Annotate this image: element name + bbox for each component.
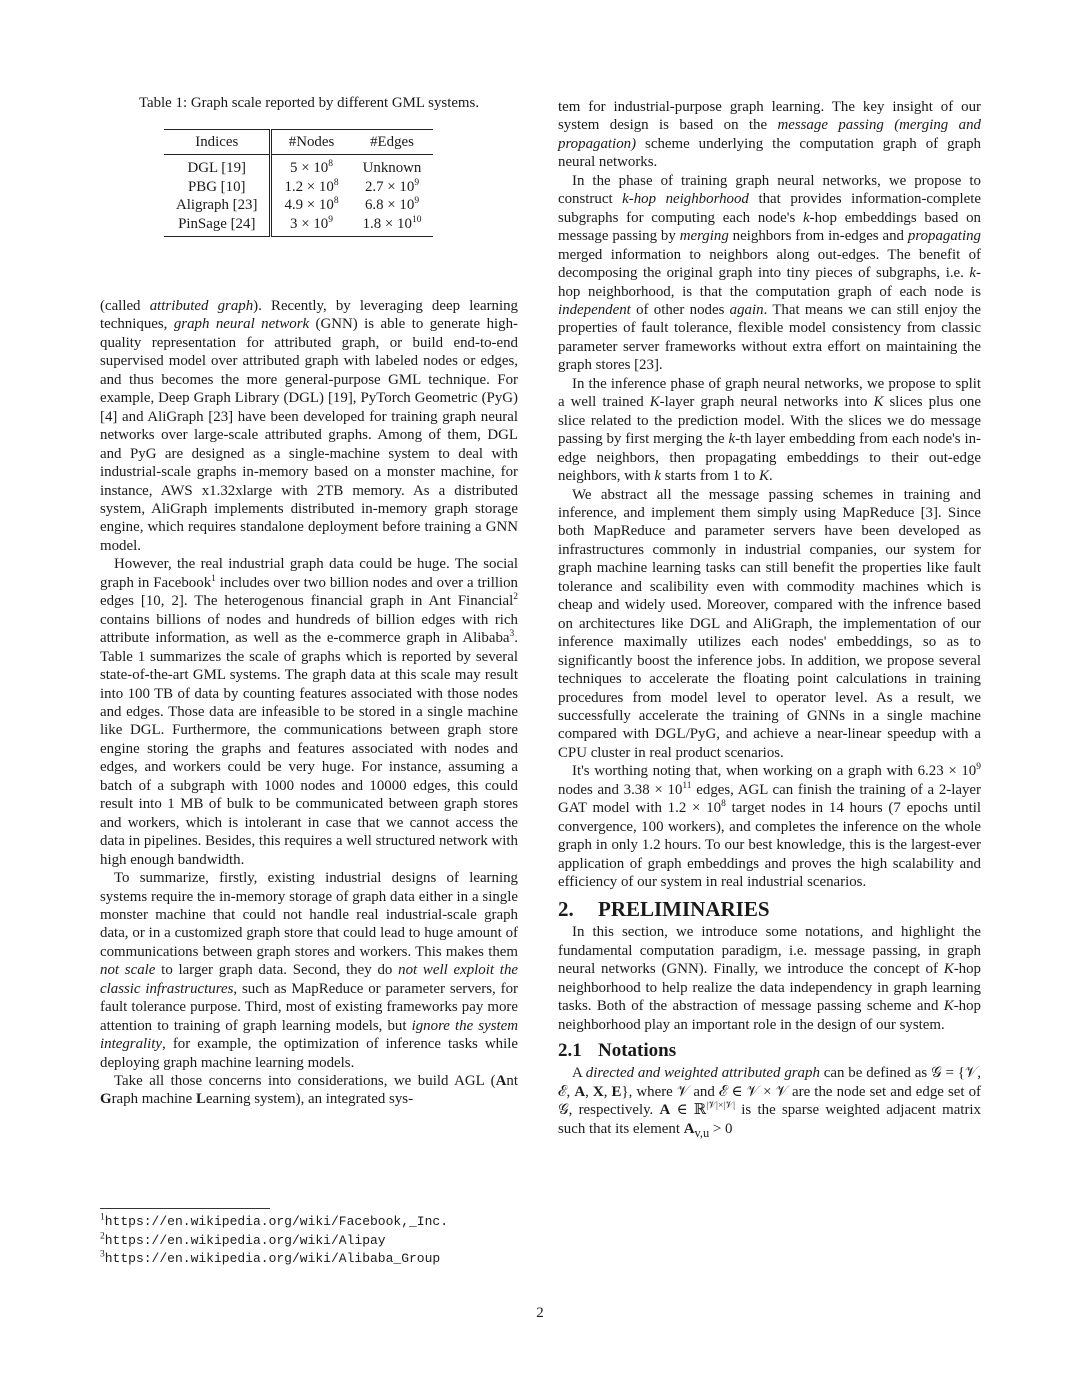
table-row xyxy=(164,215,433,237)
nodes-value: 1.2 × 10 xyxy=(284,178,334,195)
text-segment: -hop embeddings based on message passing by xyxy=(558,209,981,245)
footnotes xyxy=(100,1213,448,1269)
text-segment: ∈ ℝ xyxy=(670,1102,707,1119)
paragraph xyxy=(100,869,518,1072)
text-segment: A xyxy=(495,1073,507,1090)
text-segment: contains billions of nodes and hundreds of billion edges with rich attribute information, as well as the e-commerce graph in Alibaba xyxy=(100,611,518,647)
text-segment: earning system), an integrated sys- xyxy=(205,1091,414,1108)
nodes-value: 3 × 10 xyxy=(290,215,329,232)
text-segment: neighbors from in-edges and xyxy=(728,228,908,245)
text-segment: }, where 𝒱 and ℰ ∈ 𝒱 × 𝒱 are the node set and edge set of 𝒢, respectively. xyxy=(558,1083,982,1119)
paragraph xyxy=(100,297,518,555)
cell-edges xyxy=(351,215,434,237)
text-segment: |𝒱|×|𝒱| xyxy=(706,1101,736,1112)
text-segment: message passing (merging and propagation) xyxy=(558,117,981,152)
text-segment: target nodes in 14 hours (7 epochs until convergence, 100 workers), and completes the inference on the whole graph in only 1.2 hours. To our best knowledge, this is the largest-ever application of graph embeddings and proves the high scalability and efficiency of our system in real industrial scenarios. xyxy=(558,800,981,891)
cell-index: Aligraph [23] xyxy=(164,196,271,215)
cell-nodes xyxy=(271,155,351,178)
text-segment: K xyxy=(759,468,769,485)
paragraph xyxy=(558,486,981,763)
text-segment: -hop neighborhood play an important role in the design of our system. xyxy=(558,998,981,1033)
nodes-exponent: 8 xyxy=(333,196,339,207)
text-segment: 9 xyxy=(976,762,981,773)
text-segment: -hop neighborhood to help realize the data independency in graph learning tasks. Both of the abstraction of message passing scheme and xyxy=(558,961,981,1015)
text-segment: E xyxy=(611,1083,622,1100)
paragraph xyxy=(558,762,981,891)
text-segment: A xyxy=(574,1083,586,1100)
edges-exponent: 9 xyxy=(414,196,420,207)
paragraph xyxy=(558,1064,981,1142)
nodes-exponent: 9 xyxy=(328,214,333,225)
text-segment: K xyxy=(943,998,954,1015)
cell-index: DGL [19] xyxy=(164,155,271,178)
text-segment: 3 xyxy=(509,629,515,640)
table-header-row xyxy=(164,130,433,155)
text-segment: attributed graph xyxy=(149,298,254,314)
text-segment: not scale xyxy=(100,962,156,979)
text-segment: K xyxy=(943,961,954,978)
edges-value: 6.8 × 10 xyxy=(364,197,415,213)
text-segment: raph machine xyxy=(111,1091,196,1108)
cell-nodes xyxy=(271,215,351,237)
edges-exponent: 10 xyxy=(411,214,422,225)
table-caption: Table 1: Graph scale reported by different GML systems. xyxy=(138,95,480,111)
text-segment: 1 xyxy=(211,573,216,584)
text-segment: k xyxy=(803,209,810,226)
text-segment: merging xyxy=(679,228,729,245)
subsection-title: Notations xyxy=(598,1040,677,1062)
text-segment: scheme underlying the computation graph of graph neural networks. xyxy=(558,135,981,171)
text-segment: , for example, the optimization of inference tasks while deploying graph machine learning models. xyxy=(100,1036,518,1071)
text-segment: To summarize, firstly, existing industrial designs of learning systems require the in-memory storage of graph data either in a single monster machine that could not handle real industrial-scale graph data, or in a customized graph store that could lead to huge amount of communications between graph stores and workers. This makes them xyxy=(100,870,518,960)
text-segment: In this section, we introduce some notations, and highlight the fundamental computation paradigm, i.e. message passing, in graph neural networks (GNN). Finally, we introduce the concept of xyxy=(558,924,981,978)
section-number: 2. xyxy=(558,897,574,922)
paragraph xyxy=(558,172,981,375)
text-segment: L xyxy=(195,1091,206,1108)
paragraph xyxy=(558,375,981,486)
text-segment: G xyxy=(100,1091,112,1108)
text-segment: However, the real industrial graph data could be huge. The social graph in Facebook xyxy=(100,556,518,591)
footnote-mark: 1 xyxy=(100,1212,105,1223)
section-heading-preliminaries xyxy=(558,897,981,921)
footnote xyxy=(100,1213,448,1232)
text-segment: directed and weighted attributed graph xyxy=(585,1065,820,1082)
cell-edges xyxy=(351,196,434,215)
text-segment: includes over two billion nodes and over a trillion edges [10, 2]. The heterogenous financial graph in Ant Financial xyxy=(100,574,518,610)
subsection-heading-notations xyxy=(558,1040,981,1062)
footnote xyxy=(100,1232,448,1251)
text-segment: , xyxy=(585,1083,593,1100)
text-segment: of other nodes xyxy=(630,301,730,318)
text-segment: k xyxy=(969,265,977,282)
footnote-rule xyxy=(100,1208,270,1209)
text-segment: nodes and 3.38 × 10 xyxy=(558,781,683,798)
cell-nodes xyxy=(271,196,351,215)
text-segment: K xyxy=(873,394,884,411)
header-nodes: #Nodes xyxy=(271,130,351,155)
text-segment: is the sparse weighted adjacent matrix such that its element xyxy=(558,1102,981,1137)
text-segment: -th layer embedding from each node's in-edge neighbors, then propagating embeddings to their out-edge neighbors, with xyxy=(558,431,981,485)
text-segment: > 0 xyxy=(709,1120,733,1137)
left-column xyxy=(100,297,518,1109)
paragraph xyxy=(100,1072,518,1109)
table-row xyxy=(164,178,433,197)
footnote-url: https://en.wikipedia.org/wiki/Alipay xyxy=(104,1232,386,1248)
nodes-value: 4.9 × 10 xyxy=(284,197,334,213)
table-row xyxy=(164,196,433,215)
table-row xyxy=(164,155,433,178)
text-segment: A xyxy=(659,1102,671,1119)
text-segment: It's worthing noting that, when working on a graph with 6.23 × 10 xyxy=(572,763,977,780)
text-segment: 11 xyxy=(682,780,692,791)
nodes-value: 5 × 10 xyxy=(290,160,329,176)
section-title: PRELIMINARIES xyxy=(598,897,770,922)
text-segment: , such as MapReduce or parameter servers, for fault tolerance purpose. Third, most of existing frameworks pay more attention to training of graph learning models, but xyxy=(100,980,518,1034)
text-segment: graph neural network xyxy=(173,316,310,333)
text-segment: ). Recently, by leveraging deep learning techniques, xyxy=(100,298,518,333)
text-segment: (GNN) is able to generate high-quality representation for attributed graph, or build end-to-end supervised model over attributed graph with labeled nodes or edges, and thus becomes the more general-purpose GML technique. For example, Deep Graph Library (DGL) [19], PyTorch Geometric (PyG) [4] and AliGraph [23] have been developed for training graph neural networks over large-scale attributed graphs. Among of them, DGL and PyG are designed as a single-machine system to deal with industrial-scale graphs in-memory based on a monster machine, for instance, AWS x1.32xlarge with 2TB memory. As a distributed system, AliGraph implements distributed in-memory graph storage engine, which requires standalone deployment before training a GNN model. xyxy=(100,316,519,554)
text-segment: 8 xyxy=(721,799,726,810)
text-segment: , xyxy=(603,1083,612,1100)
text-segment: ignore the system integrality xyxy=(100,1017,518,1053)
text-segment: A xyxy=(572,1065,586,1082)
text-segment: again xyxy=(729,301,764,318)
text-segment: In the phase of training graph neural networks, we propose to construct xyxy=(558,172,981,208)
text-segment: -layer graph neural networks into xyxy=(659,394,874,411)
text-segment: v,u xyxy=(694,1125,710,1140)
paragraph xyxy=(558,923,981,1034)
cell-edges xyxy=(351,155,434,178)
text-segment: K xyxy=(649,394,660,411)
text-segment: that provides information-complete subgraphs for computing each node's xyxy=(558,191,981,226)
footnote-mark: 2 xyxy=(100,1231,105,1242)
text-segment: k-hop neighborhood xyxy=(622,191,749,208)
header-indices: Indices xyxy=(164,130,271,155)
edges-value: Unknown xyxy=(362,160,422,176)
cell-index: PBG [10] xyxy=(164,178,271,197)
text-segment: k xyxy=(728,431,736,448)
cell-nodes xyxy=(271,178,351,197)
paragraph xyxy=(558,98,981,172)
subsection-number: 2.1 xyxy=(558,1040,582,1062)
edges-exponent: 9 xyxy=(414,177,420,188)
footnote-url: https://en.wikipedia.org/wiki/Alibaba_Group xyxy=(104,1251,441,1266)
page-number: 2 xyxy=(536,1305,544,1321)
header-edges: #Edges xyxy=(351,130,434,155)
edges-value: 2.7 × 10 xyxy=(364,178,415,195)
footnote-url: https://en.wikipedia.org/wiki/Facebook,_Inc. xyxy=(104,1214,449,1229)
text-segment: nt xyxy=(506,1073,518,1090)
text-segment: slices plus one slice related to the prediction model. With the slices we do message passing by first merging the xyxy=(558,394,981,448)
text-segment: not well exploit the classic infrastructures xyxy=(100,962,518,997)
text-segment: k xyxy=(654,468,661,485)
text-segment: A xyxy=(683,1120,695,1137)
cell-edges xyxy=(351,178,434,197)
edges-value: 1.8 × 10 xyxy=(362,215,412,232)
text-segment: -hop neighborhood, is that the computation graph of each node is xyxy=(558,265,981,300)
text-segment: . Table 1 summarizes the scale of graphs which is reported by several state-of-the-art GML systems. The graph data at this scale may result into 100 TB of data by counting features associated with those nodes and edges. Those data are infeasible to be stored in a single machine like DGL. Furthermore, the communications between graph store engine storing the graphs and features associated with nodes and edges, and workers could be very huge. For instance, assuming a batch of a subgraph with 1000 nodes and 10000 edges, this could result into 1 MB of bulk to be communicated between graph stores and workers, which is intolerant in case that we cannot access the data in pipelines. Besides, this requires a well structured network with high enough bandwidth. xyxy=(100,630,518,868)
text-segment: . That means we can still enjoy the properties of fault tolerance, flexible model consistency from classic parameter server frameworks without extra effort on maintaining the graph stores [23]. xyxy=(558,301,981,374)
right-column xyxy=(558,98,981,1142)
text-segment: In the inference phase of graph neural networks, we propose to split a well trained xyxy=(558,375,981,411)
paragraph xyxy=(100,555,518,869)
text-segment: to larger graph data. Second, they do xyxy=(155,962,399,979)
graph-scale-table xyxy=(164,129,433,237)
text-segment: tem for industrial-purpose graph learning. The key insight of our system design is based on the xyxy=(558,99,981,134)
nodes-exponent: 8 xyxy=(333,177,339,188)
footnote-mark: 3 xyxy=(100,1249,105,1260)
text-segment: . xyxy=(768,468,773,485)
text-segment: merged information to neighbors along out-edges. The benefit of decomposing the original graph into tiny pieces of subgraphs, i.e. xyxy=(558,246,981,282)
text-segment: propagating xyxy=(907,228,981,245)
text-segment: Take all those concerns into considerations, we build AGL ( xyxy=(114,1073,496,1090)
text-segment: (called xyxy=(100,298,150,314)
footnote xyxy=(100,1250,448,1269)
text-segment: edges, AGL can finish the training of a 2-layer GAT model with 1.2 × 10 xyxy=(558,781,982,817)
text-segment: 2 xyxy=(513,592,518,603)
text-segment: independent xyxy=(558,301,631,318)
nodes-exponent: 8 xyxy=(328,159,333,170)
text-segment: X xyxy=(592,1083,604,1100)
text-segment: starts from 1 to xyxy=(660,468,760,485)
text-segment: can be defined as 𝒢 = {𝒱, ℰ, xyxy=(558,1065,982,1100)
cell-index: PinSage [24] xyxy=(164,215,271,237)
text-segment: We abstract all the message passing schemes in training and inference, and implement them simply using MapReduce [3]. Since both MapReduce and parameter servers have been developed as infrastructures commonly in industrial companies, our system for graph machine learning tasks can still benefit the properties like fault tolerance and scalibility even with commodity machines which is cheap and widely used. Moreover, compared with the infrence based on architectures like DGL and AliGraph, the implementation of our inference maximally utilizes each nodes' embeddings, so as to significantly boost the inference jobs. In addition, we propose several techniques to accelerate the floating point calculations in training procedures from model level to operator level. As a result, we successfully accelerate the training of GNNs in a single machine compared with DGL/PyG, and achieve a near-linear speedup with a CPU cluster in real product scenarios. xyxy=(558,486,981,761)
